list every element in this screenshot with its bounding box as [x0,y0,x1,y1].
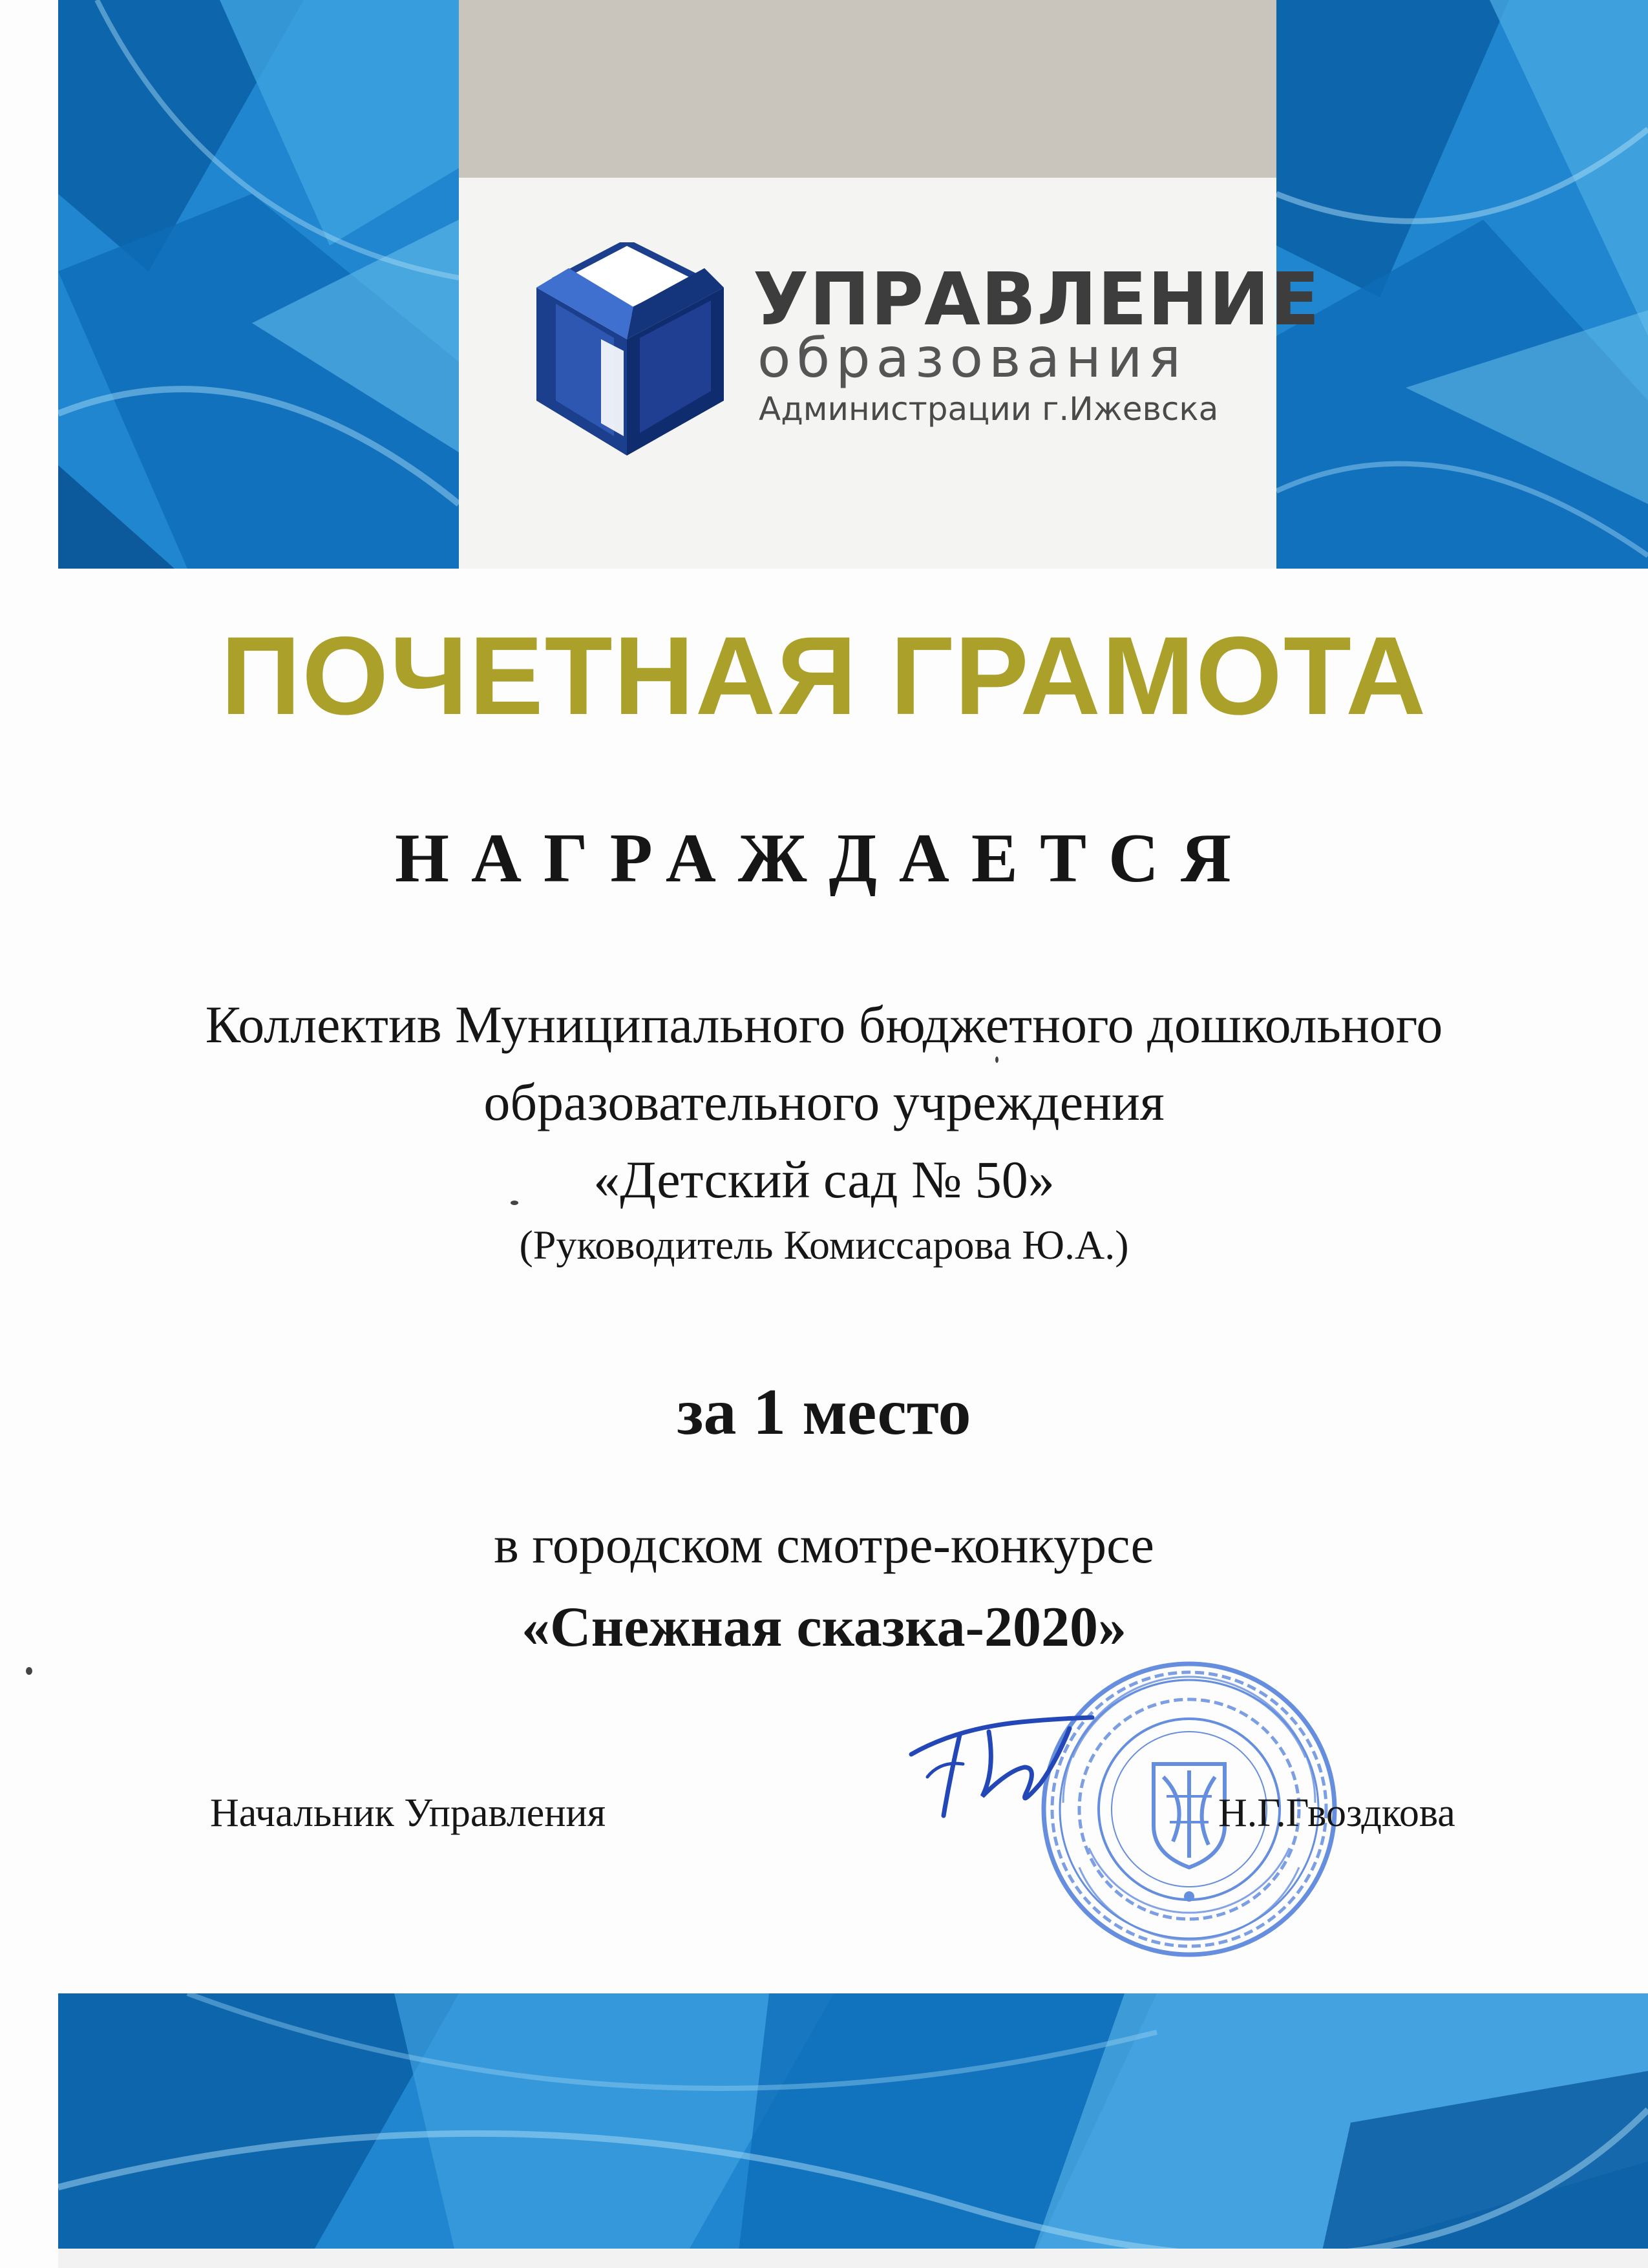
logo-administration: Администрации г.Ижевска [759,390,1219,428]
header-gray-panel [459,0,1276,178]
logo-subtitle: образования [757,326,1187,390]
awarded-label: НАГРАЖДАЕТСЯ [394,820,1253,897]
scan-speck [26,1667,32,1675]
contest-line-1: в городском смотре-конкурсе [494,1515,1154,1574]
recipient-line-4: (Руководитель Комиссарова Ю.А.) [519,1222,1129,1268]
award-place: за 1 место [677,1376,971,1449]
scan-speck [995,1056,998,1063]
decor-band-top-left [58,0,459,569]
recipient-line-2: образовательного учреждения [483,1073,1165,1131]
recipient-line-1: Коллектив Муниципального бюджетного дошкольного [205,995,1443,1054]
signatory-name: Н.Г.Гвоздкова [1218,1791,1455,1835]
logo-title: УПРАВЛЕНИЕ [753,258,1320,342]
contest-line-2: «Снежная сказка-2020» [522,1596,1126,1659]
recipient-line-3: «Детский сад № 50» [593,1150,1055,1209]
scan-speck [511,1201,518,1205]
decor-band-bottom [58,1993,1648,2268]
open-box-icon [530,242,730,456]
decor-band-top-right [1276,0,1648,569]
certificate-heading: ПОЧЕТНАЯ ГРАМОТА [220,614,1428,738]
handwritten-signature [898,1699,1112,1829]
signatory-position: Начальник Управления [210,1791,606,1835]
